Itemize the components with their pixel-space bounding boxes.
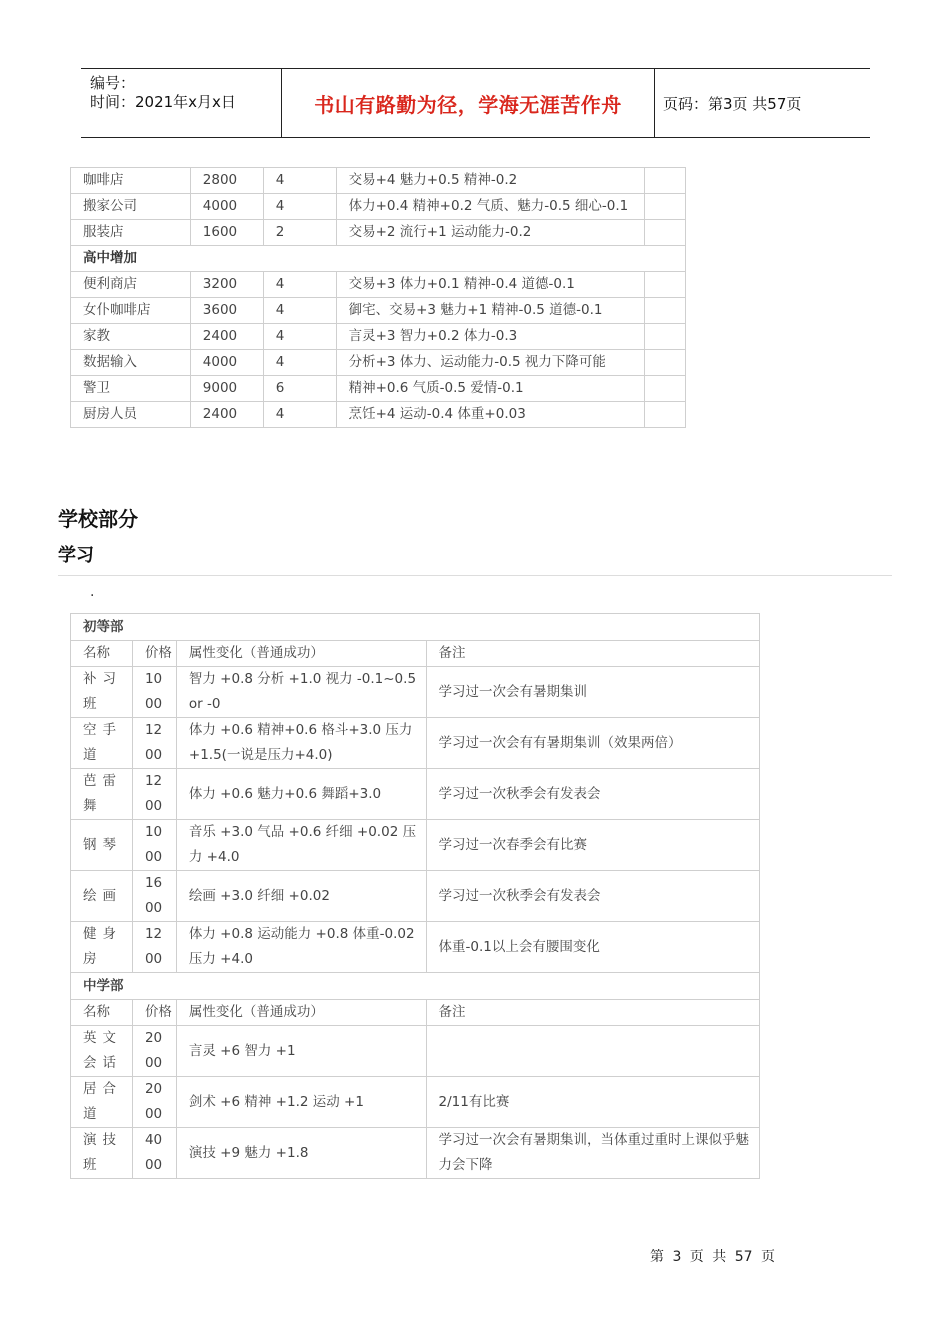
time-label: 时间：2021年x月x日 [90,93,236,111]
empty-cell [645,376,686,402]
course-note: 学习过一次秋季会有发表会 [426,871,759,922]
course-price: 1200 [132,922,176,973]
table-row [71,194,686,220]
job-effect: 体力+0.4 精神+0.2 气质、魅力-0.5 细心-0.1 [336,194,644,220]
table-row [71,1077,760,1128]
job-name: 家教 [71,324,191,350]
job-price: 3600 [190,298,263,324]
course-effect: 体力 +0.6 魅力+0.6 舞蹈+3.0 [176,769,426,820]
table-row [71,1026,760,1077]
course-effect: 音乐 +3.0 气品 +0.6 纤细 +0.02 压力 +4.0 [176,820,426,871]
section-heading-study: 学习 [58,545,94,566]
job-effect: 御宅、交易+3 魅力+1 精神-0.5 道德-0.1 [336,298,644,324]
job-name: 女仆咖啡店 [71,298,191,324]
job-price: 1600 [190,220,263,246]
table-row [71,718,760,769]
header-motto: 书山有路勤为径，学海无涯苦作舟 [282,69,655,137]
page-header [81,68,870,138]
course-price: 1200 [132,718,176,769]
course-price: 2000 [132,1026,176,1077]
col-header-name: 名称 [71,1000,133,1026]
job-hours: 4 [263,298,336,324]
table-row [71,376,686,402]
course-effect: 体力 +0.6 精神+0.6 格斗+3.0 压力+1.5(一说是压力+4.0) [176,718,426,769]
course-note: 学习过一次春季会有比赛 [426,820,759,871]
job-price: 2800 [190,168,263,194]
section-label: 中学部 [71,973,760,1000]
table-row [71,350,686,376]
course-name: 芭雷舞 [71,769,133,820]
empty-cell [645,298,686,324]
course-name: 英文会话 [71,1026,133,1077]
job-price: 4000 [190,194,263,220]
table-row [71,272,686,298]
table-row [71,614,760,641]
page-footer: 第 3 页 共 57 页 [650,1249,775,1265]
col-header-note: 备注 [426,641,759,667]
course-price: 1000 [132,667,176,718]
job-hours: 6 [263,376,336,402]
number-label: 编号： [90,74,136,92]
job-hours: 4 [263,194,336,220]
dot-mark: . [90,584,95,600]
course-note: 体重-0.1以上会有腰围变化 [426,922,759,973]
course-price: 1600 [132,871,176,922]
course-name: 健身房 [71,922,133,973]
table-header-row [71,1000,760,1026]
course-note: 学习过一次秋季会有发表会 [426,769,759,820]
table-row [71,298,686,324]
course-name: 居合道 [71,1077,133,1128]
job-effect: 分析+3 体力、运动能力-0.5 视力下降可能 [336,350,644,376]
course-note: 学习过一次会有暑期集训 [426,667,759,718]
empty-cell [645,402,686,428]
course-note [426,1026,759,1077]
job-hours: 4 [263,272,336,298]
section-label: 高中增加 [71,246,686,272]
table-row [71,667,760,718]
job-hours: 4 [263,168,336,194]
header-meta [81,69,282,137]
job-price: 4000 [190,350,263,376]
course-note: 学习过一次会有有暑期集训（效果两倍） [426,718,759,769]
course-name: 演技班 [71,1128,133,1179]
empty-cell [645,194,686,220]
course-effect: 剑术 +6 精神 +1.2 运动 +1 [176,1077,426,1128]
table-header-row [71,641,760,667]
table-row [71,246,686,272]
job-name: 便利商店 [71,272,191,298]
col-header-name: 名称 [71,641,133,667]
table-row [71,922,760,973]
empty-cell [645,220,686,246]
job-effect: 烹饪+4 运动-0.4 体重+0.03 [336,402,644,428]
job-effect: 精神+0.6 气质-0.5 爱情-0.1 [336,376,644,402]
course-name: 绘画 [71,871,133,922]
table-row [71,820,760,871]
table-row [71,871,760,922]
table-row [71,324,686,350]
empty-cell [645,350,686,376]
section-heading-school: 学校部分 [58,507,138,531]
empty-cell [645,272,686,298]
course-effect: 演技 +9 魅力 +1.8 [176,1128,426,1179]
job-effect: 交易+4 魅力+0.5 精神-0.2 [336,168,644,194]
job-effect: 言灵+3 智力+0.2 体力-0.3 [336,324,644,350]
course-price: 1000 [132,820,176,871]
table-row [71,402,686,428]
job-hours: 4 [263,350,336,376]
job-name: 数据输入 [71,350,191,376]
col-header-effect: 属性变化（普通成功） [176,1000,426,1026]
course-price: 1200 [132,769,176,820]
table-row [71,220,686,246]
jobs-table [70,167,686,428]
table-row [71,769,760,820]
header-page-info: 页码：第3页 共57页 [663,94,802,113]
course-price: 2000 [132,1077,176,1128]
job-name: 服装店 [71,220,191,246]
table-row [71,973,760,1000]
course-name: 钢琴 [71,820,133,871]
course-effect: 绘画 +3.0 纤细 +0.02 [176,871,426,922]
job-effect: 交易+2 流行+1 运动能力-0.2 [336,220,644,246]
table-row [71,168,686,194]
course-note: 2/11有比赛 [426,1077,759,1128]
course-price: 4000 [132,1128,176,1179]
job-effect: 交易+3 体力+0.1 精神-0.4 道德-0.1 [336,272,644,298]
course-effect: 言灵 +6 智力 +1 [176,1026,426,1077]
course-effect: 体力 +0.8 运动能力 +0.8 体重-0.02 压力 +4.0 [176,922,426,973]
empty-cell [645,168,686,194]
job-price: 2400 [190,402,263,428]
job-name: 咖啡店 [71,168,191,194]
section-label: 初等部 [71,614,760,641]
job-hours: 4 [263,324,336,350]
table-row [71,1128,760,1179]
course-effect: 智力 +0.8 分析 +1.0 视力 -0.1~0.5 or -0 [176,667,426,718]
study-table [70,613,760,1179]
col-header-price: 价格 [132,1000,176,1026]
job-name: 警卫 [71,376,191,402]
course-note: 学习过一次会有暑期集训，当体重过重时上课似乎魅力会下降 [426,1128,759,1179]
col-header-note: 备注 [426,1000,759,1026]
job-price: 3200 [190,272,263,298]
empty-cell [645,324,686,350]
heading-divider [58,575,892,576]
col-header-price: 价格 [132,641,176,667]
job-hours: 4 [263,402,336,428]
job-hours: 2 [263,220,336,246]
job-name: 搬家公司 [71,194,191,220]
job-price: 2400 [190,324,263,350]
job-price: 9000 [190,376,263,402]
course-name: 补习班 [71,667,133,718]
col-header-effect: 属性变化（普通成功） [176,641,426,667]
course-name: 空手道 [71,718,133,769]
job-name: 厨房人员 [71,402,191,428]
